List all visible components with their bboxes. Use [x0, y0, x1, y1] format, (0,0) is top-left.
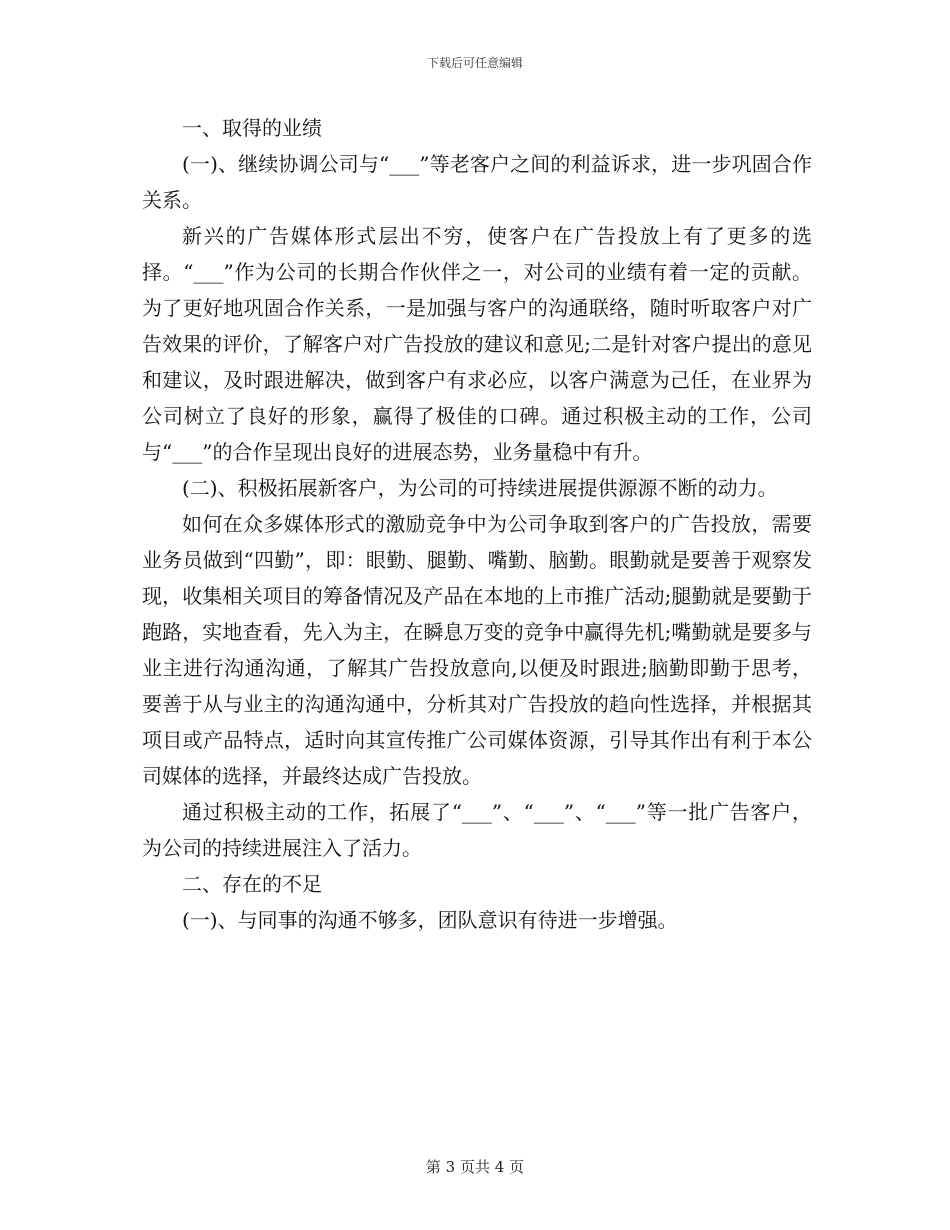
- subheading-communication: (一)、与同事的沟通不够多，团队意识有待进一步增强。: [182, 908, 678, 932]
- subheading-existing-clients: (一)、继续协调公司与“___”等老客户之间的利益诉求，进一步巩固合作关系。: [142, 152, 812, 212]
- document-body: [142, 110, 812, 938]
- page-header-note: 下载后可任意编辑: [426, 56, 523, 70]
- section-heading-shortcomings: 二、存在的不足: [182, 872, 322, 896]
- section-heading-achievements: 一、取得的业绩: [182, 116, 322, 140]
- page-number: 第 3 页共 4 页: [425, 1158, 525, 1176]
- paragraph-client-relations: 新兴的广告媒体形式层出不穷，使客户在广告投放上有了更多的选择。“___”作为公司的长期合作伙伴之一，对公司的业绩有着一定的贡献。为了更好地巩固合作关系，一是加强与客户的沟通联络，随时听取客户对广告效果的评价，了解客户对广告投放的建议和意见;二是针对客户提出的意见和建议，及时跟进解决，做到客户有求必应，以客户满意为己任，在业界为公司树立了良好的形象，赢得了极佳的口碑。通过积极主动的工作，公司与“___”的合作呈现出良好的进展态势，业务量稳中有升。: [142, 224, 812, 464]
- subheading-new-clients: (二)、积极拓展新客户，为公司的可持续进展提供源源不断的动力。: [182, 476, 778, 500]
- paragraph-four-diligences: 如何在众多媒体形式的激励竞争中为公司争取到客户的广告投放，需要业务员做到“四勤”，即：眼勤、腿勤、嘴勤、脑勤。眼勤就是要善于观察发现，收集相关项目的筹备情况及产品在本地的上市推广活动;腿勤就是要勤于跑路，实地查看，先入为主，在瞬息万变的竞争中赢得先机;嘴勤就是要多与业主进行沟通沟通，了解其广告投放意向,以便及时跟进;脑勤即勤于思考，要善于从与业主的沟通沟通中，分析其对广告投放的趋向性选择，并根据其项目或产品特点，适时向其宣传推广公司媒体资源，引导其作出有利于本公司媒体的选择，并最终达成广告投放。: [142, 512, 812, 788]
- paragraph-expanded-clients: 通过积极主动的工作，拓展了“___”、“___”、“___”等一批广告客户，为公司的持续进展注入了活力。: [142, 800, 812, 860]
